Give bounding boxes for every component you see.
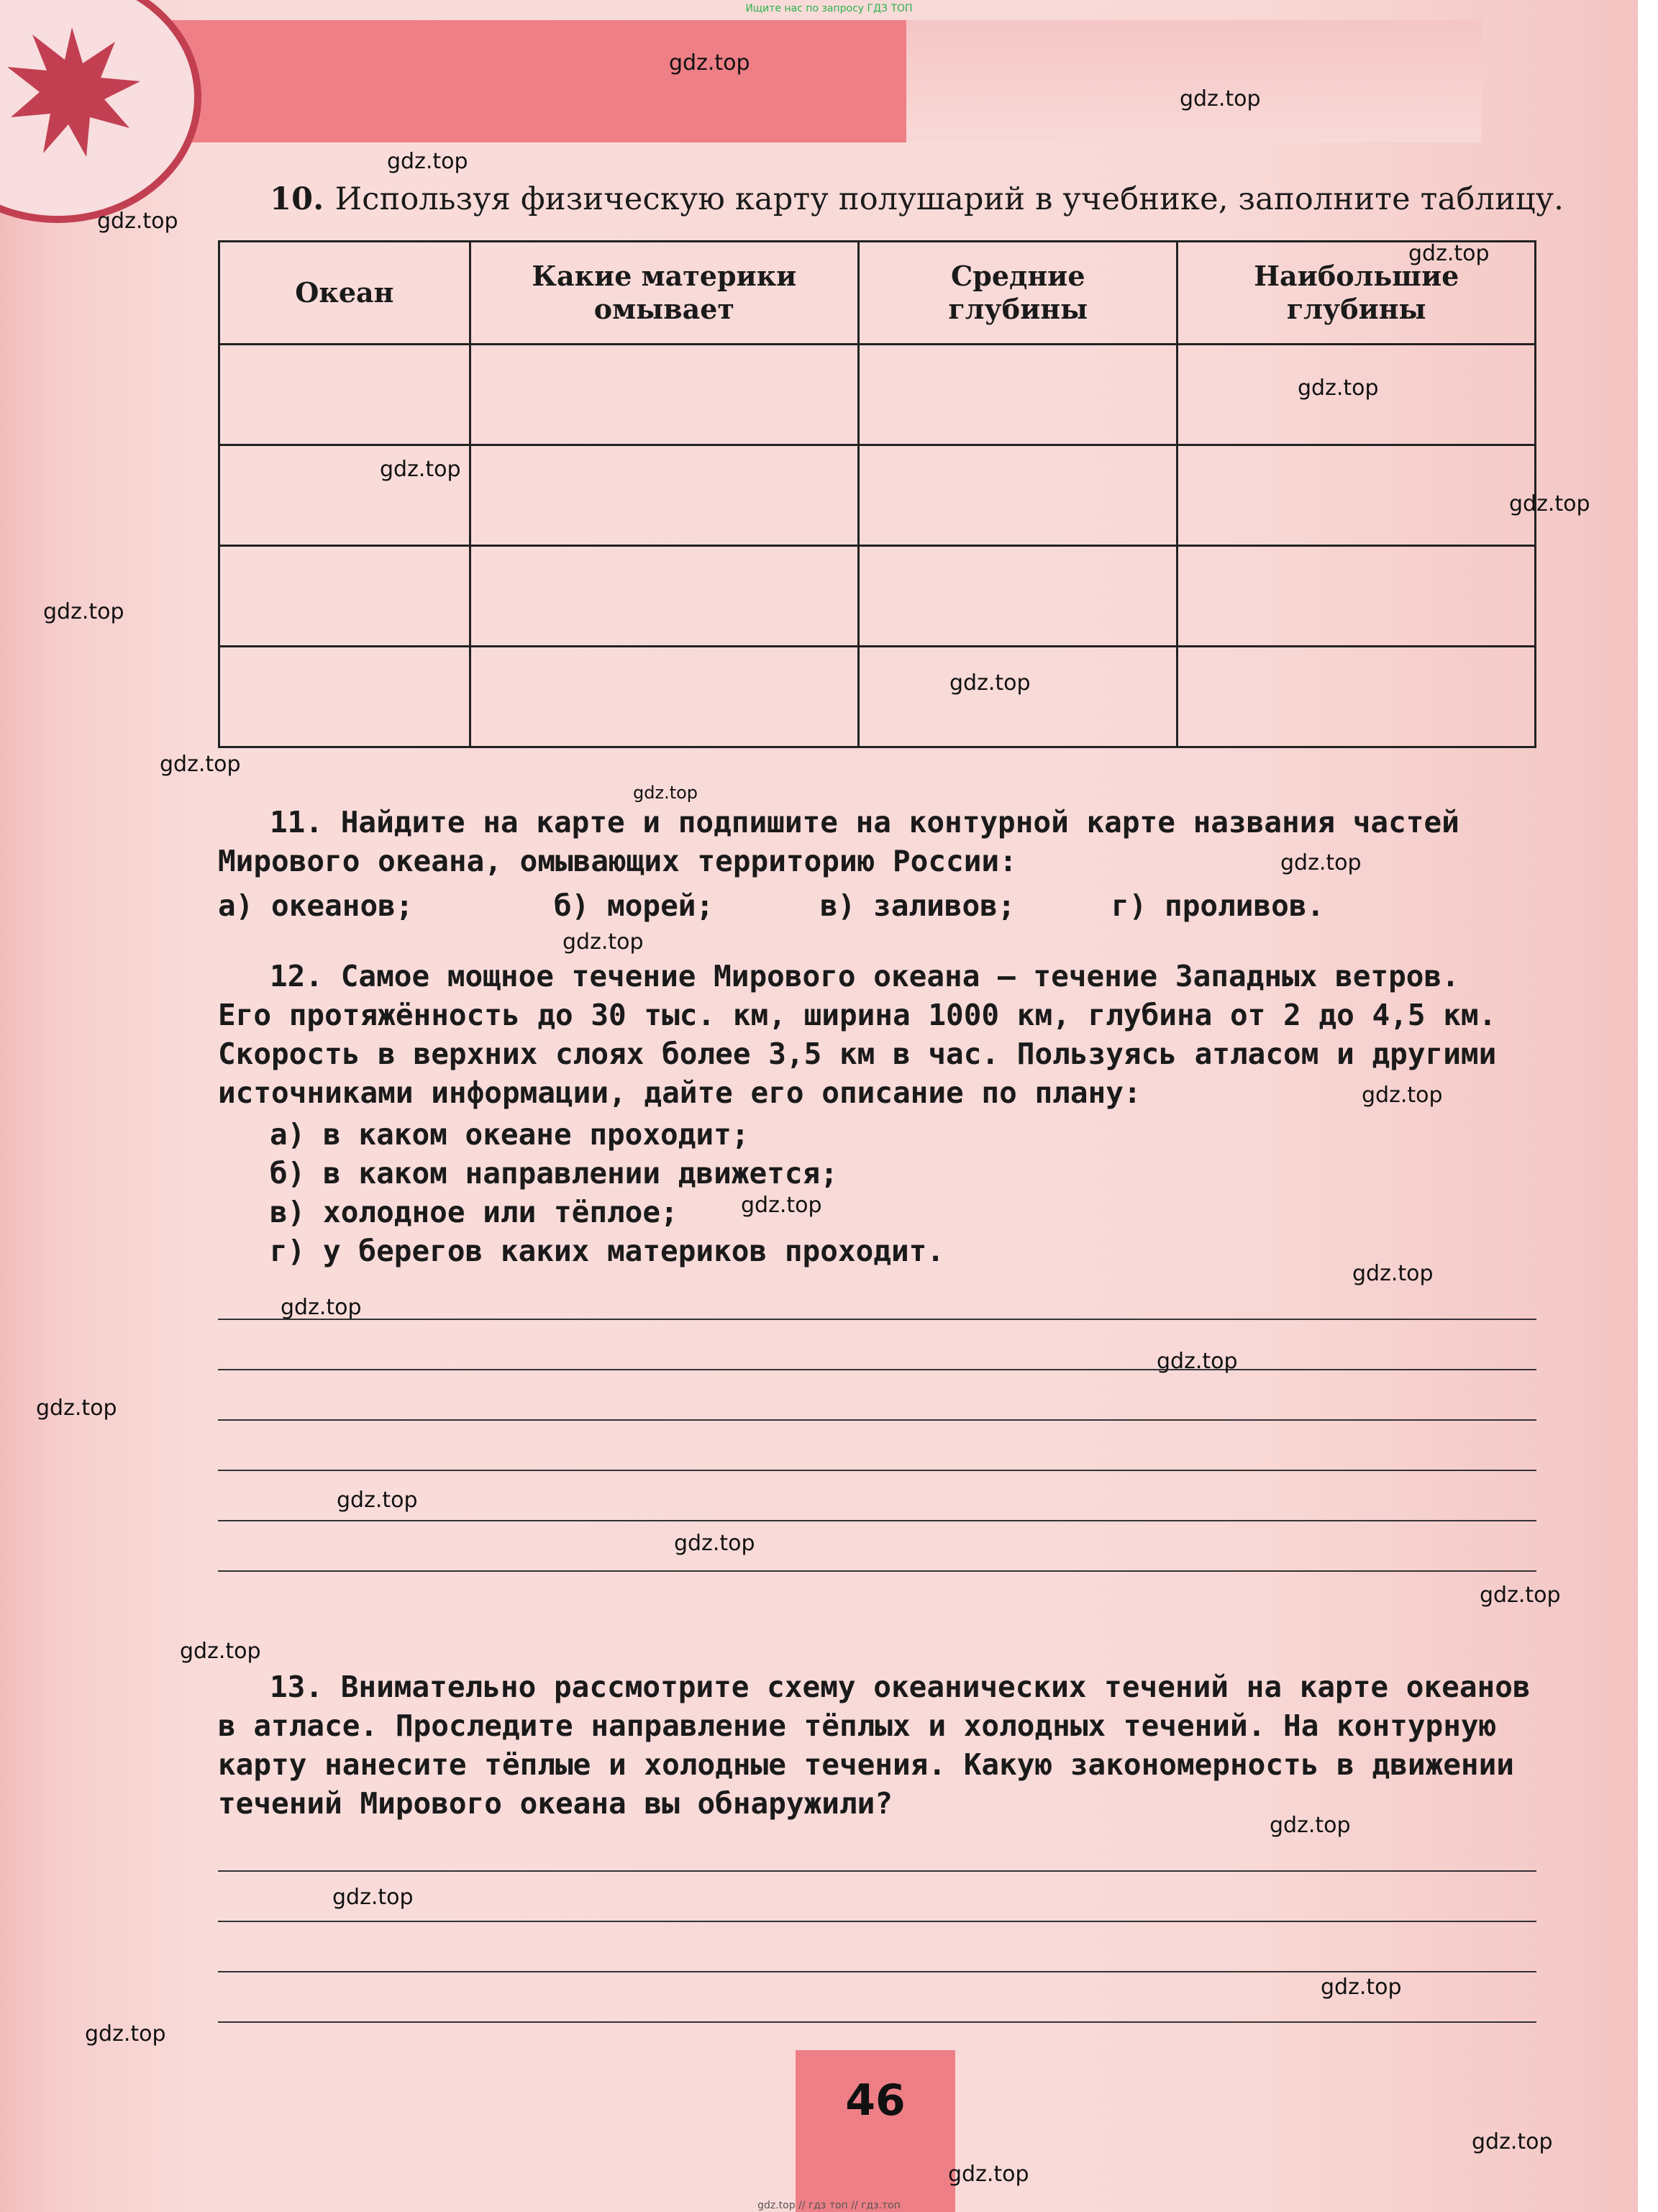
answer-line[interactable] [218,1369,1536,1370]
watermark: gdz.top [1480,1583,1561,1608]
watermark: gdz.top [1280,850,1362,875]
answer-line[interactable] [218,2021,1536,2023]
watermark: gdz.top [1270,1813,1351,1838]
task12-plan-c: в) холодное или тёплое; [270,1195,678,1229]
task12-line1 [270,957,1459,996]
watermark: gdz.top [180,1639,261,1664]
watermark: gdz.top [1298,376,1379,401]
task10-number: 10. [270,181,324,217]
watermark: gdz.top [1321,1975,1402,2000]
task12-text: Самое мощное течение Мирового океана – течение Западных ветров. [340,959,1459,993]
answer-line[interactable] [218,1470,1536,1471]
task12-number: 12. [270,959,324,993]
page-number: 46 [845,2075,906,2126]
task13-line2: в атласе. Проследите направление тёплых и холодных течений. На контурную [218,1708,1497,1743]
answer-line[interactable] [218,1921,1536,1922]
watermark: gdz.top [1472,2129,1553,2154]
task12-line3: Скорость в верхних слоях более 3,5 км в час. Пользуясь атласом и другими [218,1037,1497,1071]
answer-line[interactable] [218,1870,1536,1872]
task10-title [270,180,1564,219]
task13-line4: течений Мирового океана вы обнаружили? [218,1786,893,1821]
header-band-light [906,20,1482,142]
task13-line1 [270,1667,1531,1706]
header-ocean: Океан [219,242,470,345]
task12-plan-a: а) в каком океане проходит; [270,1117,750,1152]
table-row [219,647,1536,747]
watermark: gdz.top [1157,1349,1238,1374]
task11-item-bays: в) заливов; [820,888,1016,923]
watermark: gdz.top [43,599,124,624]
watermark: gdz.top [1509,491,1590,516]
task11-number: 11. [270,805,324,839]
watermark: gdz.top [1352,1261,1434,1286]
page-number-box [796,2050,955,2212]
answer-line[interactable] [218,1971,1536,1972]
task11-item-oceans: а) океанов; [218,888,414,923]
header-continents: Какие материки омывает [470,242,858,345]
watermark: gdz.top [949,670,1031,696]
header-avg-depth: Средние глубины [859,242,1178,345]
star-icon [0,20,144,164]
watermark: gdz.top [948,2162,1029,2187]
watermark: gdz.top [160,752,241,777]
top-note: Ищите нас по запросу ГДЗ ТОП [745,3,913,14]
watermark: gdz.top [380,457,461,482]
watermark: gdz.top [281,1295,362,1320]
watermark: gdz.top [36,1396,117,1421]
watermark: gdz.top [1180,86,1261,111]
answer-line[interactable] [218,1319,1536,1320]
task13-number: 13. [270,1670,324,1704]
task11-line2: Мирового океана, омывающих территорию России: [218,844,1017,878]
task12-line2: Его протяжённость до 30 тыс. км, ширина 1000 км, глубина от 2 до 4,5 км. [218,998,1497,1032]
task11-line1 [270,803,1459,842]
answer-line[interactable] [218,1419,1536,1421]
watermark: gdz.top [337,1488,418,1513]
task11-item-straits: г) проливов. [1111,888,1325,923]
task12-line4: источниками информации, дайте его описание по плану: [218,1075,1142,1110]
answer-line[interactable] [218,1520,1536,1521]
task10-text: Используя физическую карту полушарий в учебнике, заполните таблицу. [334,181,1564,217]
answer-line[interactable] [218,1570,1536,1572]
task11-text: Найдите на карте и подпишите на контурной карте названия частей [340,805,1459,839]
header-max-depth: Наибольшие глубины [1178,242,1536,345]
bottom-note: gdz.top // гдз топ // гдз.топ [757,2200,901,2211]
watermark: gdz.top [669,50,750,76]
ocean-table [218,240,1536,748]
task11-item-seas: б) морей; [554,888,714,923]
watermark: gdz.top [85,2021,166,2047]
task13-text: Внимательно рассмотрите схему океанических течений на карте океанов [340,1670,1531,1704]
watermark: gdz.top [562,929,644,955]
task12-plan-b: б) в каком направлении движется; [270,1156,838,1191]
task13-line3: карту нанесите тёплые и холодные течения. Какую закономерность в движении [218,1747,1514,1782]
watermark: gdz.top [741,1193,822,1218]
watermark: gdz.top [1362,1083,1443,1108]
watermark: gdz.top [332,1885,414,1910]
page-edge [1638,0,1658,2212]
watermark: gdz.top [674,1531,755,1556]
watermark: gdz.top [387,149,468,174]
task12-plan-d: г) у берегов каких материков проходит. [270,1234,944,1268]
table-row [219,546,1536,647]
watermark: gdz.top [97,209,178,234]
watermark: gdz.top [633,783,698,803]
watermark: gdz.top [1408,241,1490,266]
